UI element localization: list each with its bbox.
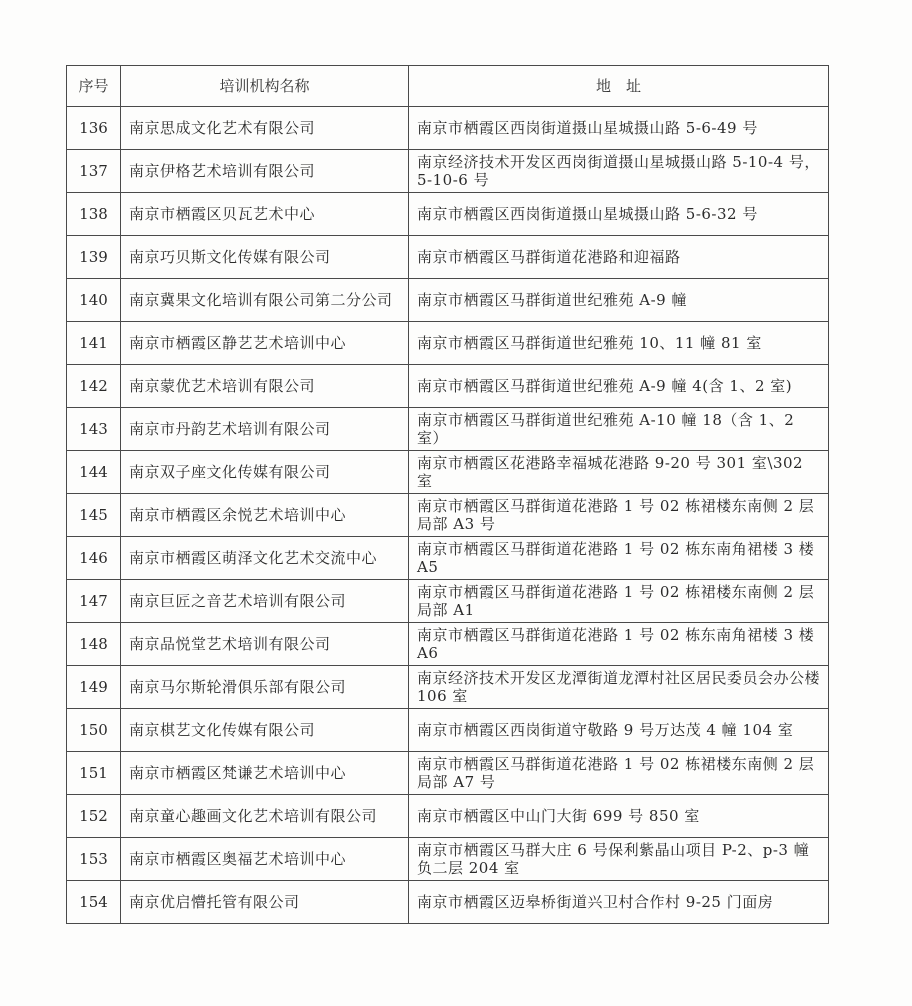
institution-address: 南京市栖霞区迈皋桥街道兴卫村合作村 9-25 门面房 (409, 881, 829, 924)
institution-name: 南京巧贝斯文化传媒有限公司 (121, 236, 409, 279)
institution-address: 南京市栖霞区马群街道花港路 1 号 02 栋东南角裙楼 3 楼 A5 (409, 537, 829, 580)
institution-name: 南京市栖霞区静艺艺术培训中心 (121, 322, 409, 365)
row-number: 136 (67, 107, 121, 150)
row-number: 140 (67, 279, 121, 322)
institution-name: 南京市栖霞区余悦艺术培训中心 (121, 494, 409, 537)
header-no: 序号 (67, 66, 121, 107)
institution-address: 南京市栖霞区中山门大街 699 号 850 室 (409, 795, 829, 838)
table-row (67, 451, 829, 494)
row-number: 143 (67, 408, 121, 451)
institution-address: 南京市栖霞区西岗街道守敬路 9 号万达茂 4 幢 104 室 (409, 709, 829, 752)
institution-address: 南京市栖霞区马群街道世纪雅苑 10、11 幢 81 室 (409, 322, 829, 365)
institution-name: 南京市栖霞区梵谦艺术培训中心 (121, 752, 409, 795)
table-row (67, 279, 829, 322)
institution-name: 南京市丹韵艺术培训有限公司 (121, 408, 409, 451)
institution-address: 南京市栖霞区马群街道世纪雅苑 A-9 幢 4(含 1、2 室) (409, 365, 829, 408)
row-number: 148 (67, 623, 121, 666)
table-row (67, 881, 829, 924)
institution-address: 南京市栖霞区马群街道花港路 1 号 02 栋东南角裙楼 3 楼 A6 (409, 623, 829, 666)
institution-name: 南京蒙优艺术培训有限公司 (121, 365, 409, 408)
institution-address: 南京经济技术开发区西岗街道摄山星城摄山路 5-10-4 号，5-10-6 号 (409, 150, 829, 193)
institution-name: 南京伊格艺术培训有限公司 (121, 150, 409, 193)
institution-name: 南京马尔斯轮滑俱乐部有限公司 (121, 666, 409, 709)
table-row (67, 623, 829, 666)
institution-address: 南京市栖霞区马群街道世纪雅苑 A-10 幢 18（含 1、2 室） (409, 408, 829, 451)
institution-name: 南京市栖霞区贝瓦艺术中心 (121, 193, 409, 236)
table-row (67, 193, 829, 236)
row-number: 137 (67, 150, 121, 193)
table-row (67, 150, 829, 193)
row-number: 142 (67, 365, 121, 408)
row-number: 146 (67, 537, 121, 580)
institution-address: 南京市栖霞区花港路幸福城花港路 9-20 号 301 室\302 室 (409, 451, 829, 494)
institution-name: 南京棋艺文化传媒有限公司 (121, 709, 409, 752)
row-number: 145 (67, 494, 121, 537)
table-row (67, 107, 829, 150)
institution-address: 南京经济技术开发区龙潭街道龙潭村社区居民委员会办公楼 106 室 (409, 666, 829, 709)
table-row (67, 537, 829, 580)
institution-address: 南京市栖霞区马群街道花港路 1 号 02 栋裙楼东南侧 2 层局部 A3 号 (409, 494, 829, 537)
row-number: 150 (67, 709, 121, 752)
institution-name: 南京巨匠之音艺术培训有限公司 (121, 580, 409, 623)
table-row (67, 236, 829, 279)
row-number: 147 (67, 580, 121, 623)
row-number: 141 (67, 322, 121, 365)
institution-address: 南京市栖霞区西岗街道摄山星城摄山路 5-6-32 号 (409, 193, 829, 236)
institution-address: 南京市栖霞区马群街道花港路和迎福路 (409, 236, 829, 279)
table-row (67, 709, 829, 752)
row-number: 152 (67, 795, 121, 838)
table-row (67, 752, 829, 795)
header-name: 培训机构名称 (121, 66, 409, 107)
row-number: 153 (67, 838, 121, 881)
institution-name: 南京品悦堂艺术培训有限公司 (121, 623, 409, 666)
training-institution-table (66, 65, 829, 924)
table-row (67, 666, 829, 709)
institution-address: 南京市栖霞区马群大庄 6 号保利紫晶山项目 P-2、p-3 幢负二层 204 室 (409, 838, 829, 881)
table-row (67, 365, 829, 408)
table-row (67, 408, 829, 451)
table-row (67, 580, 829, 623)
table-header (67, 66, 829, 107)
header-address: 地 址 (409, 66, 829, 107)
table-row (67, 322, 829, 365)
table-row (67, 795, 829, 838)
row-number: 139 (67, 236, 121, 279)
header-row (67, 66, 829, 107)
institution-name: 南京双子座文化传媒有限公司 (121, 451, 409, 494)
row-number: 144 (67, 451, 121, 494)
table-row (67, 838, 829, 881)
institution-address: 南京市栖霞区马群街道花港路 1 号 02 栋裙楼东南侧 2 层局部 A1 (409, 580, 829, 623)
institution-address: 南京市栖霞区马群街道世纪雅苑 A-9 幢 (409, 279, 829, 322)
institution-name: 南京冀果文化培训有限公司第二分公司 (121, 279, 409, 322)
row-number: 151 (67, 752, 121, 795)
institution-name: 南京思成文化艺术有限公司 (121, 107, 409, 150)
institution-address: 南京市栖霞区西岗街道摄山星城摄山路 5-6-49 号 (409, 107, 829, 150)
table-row (67, 494, 829, 537)
table-body (67, 107, 829, 924)
row-number: 149 (67, 666, 121, 709)
institution-name: 南京市栖霞区奥福艺术培训中心 (121, 838, 409, 881)
row-number: 138 (67, 193, 121, 236)
institution-name: 南京童心趣画文化艺术培训有限公司 (121, 795, 409, 838)
row-number: 154 (67, 881, 121, 924)
institution-name: 南京优启懵托管有限公司 (121, 881, 409, 924)
institution-address: 南京市栖霞区马群街道花港路 1 号 02 栋裙楼东南侧 2 层局部 A7 号 (409, 752, 829, 795)
institution-name: 南京市栖霞区萌泽文化艺术交流中心 (121, 537, 409, 580)
